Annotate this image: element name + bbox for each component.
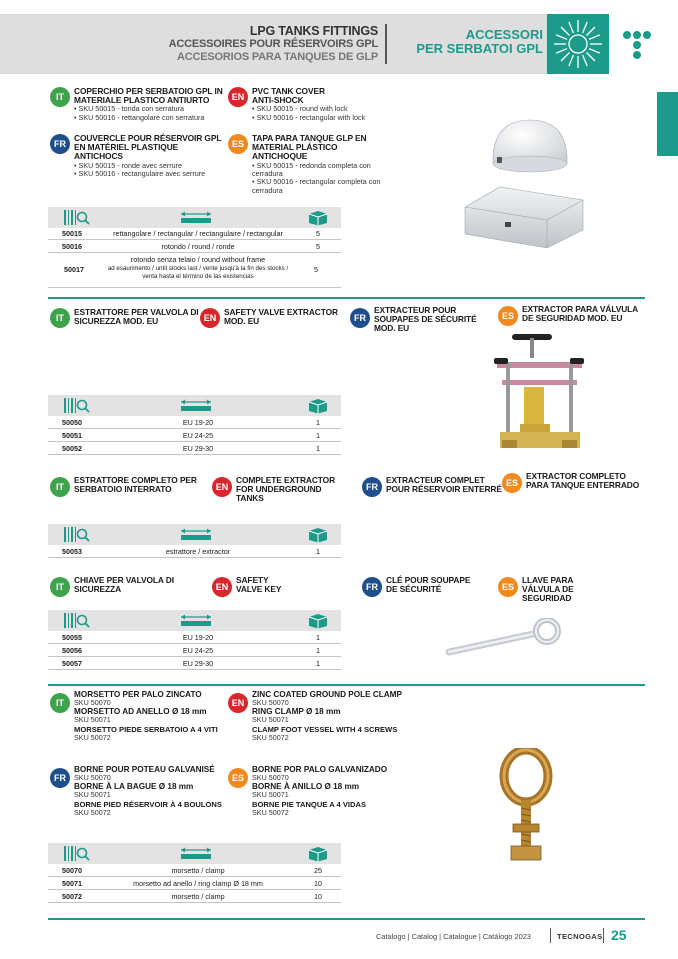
table-row — [48, 417, 341, 429]
footer-separator — [603, 928, 604, 943]
s2-table-header — [48, 395, 341, 416]
s5-it-t1: MORSETTO PER PALO ZINCATO — [74, 690, 202, 699]
sku-cell: 50055 — [62, 633, 82, 642]
package-box-icon — [308, 613, 328, 634]
s3-table-header — [48, 524, 341, 545]
lang-badge-it: IT — [50, 693, 70, 713]
ring-clamp-image — [495, 748, 557, 866]
desc-cell: rotondo / round / ronde — [161, 242, 235, 251]
s5-en-block — [252, 690, 402, 742]
lang-badge-es: ES — [498, 577, 518, 597]
s5-en-s1: SKU 50070 — [252, 698, 289, 707]
s4-es-title: LLAVE PARA VÁLVULA DE SEGURIDAD — [522, 575, 574, 604]
header-accent-line-1: ACCESSORI — [465, 27, 543, 42]
side-tab — [657, 92, 678, 156]
lang-badge-fr: FR — [362, 577, 382, 597]
s5-fr-s2: SKU 50071 — [74, 790, 111, 800]
s1-table-header — [48, 207, 341, 228]
desc-cell: morsetto ad anello / ring clamp Ø 18 mm — [133, 879, 263, 888]
s5-it-block — [74, 690, 224, 742]
s5-it-s1: SKU 50070 — [74, 698, 111, 707]
s5-fr-t2: BORNE À LA BAGUE Ø 18 mm — [74, 782, 194, 792]
row3-desc-line-1: rotondo senza telaio / round without frame — [130, 255, 266, 264]
s5-fr-s3: SKU 50072 — [74, 807, 111, 817]
qty-cell: 1 — [316, 431, 320, 440]
s1-fr-title: COUVERCLE POUR RÉSERVOIR GPL EN MATÉRIEL PLASTIQUE ANTICHOCS — [74, 133, 222, 162]
package-box-icon — [308, 846, 328, 867]
footer-brand: TECNOGAS — [557, 932, 603, 941]
header-title-fr: ACCESSOIRES POUR RÉSERVOIRS GPL — [168, 38, 378, 50]
s1-es-block — [252, 134, 392, 195]
qty-cell: 1 — [316, 633, 320, 642]
page-number: 25 — [611, 927, 627, 943]
s5-en-t3: CLAMP FOOT VESSEL WITH 4 SCREWS — [252, 724, 398, 734]
lang-badge-es: ES — [228, 134, 248, 154]
desc-cell: estrattore / extractor — [165, 547, 231, 556]
header-divider — [385, 24, 387, 64]
s3-en-title: COMPLETE EXTRACTOR FOR UNDERGROUND TANKS — [236, 475, 336, 504]
sku-cell: 50072 — [62, 892, 82, 901]
desc-cell: EU 29-30 — [182, 444, 214, 453]
s1-it-line-1: • SKU 50015 - tonda con serratura — [74, 104, 184, 114]
header-title-es: ACCESORIOS PARA TANQUES DE GLP — [177, 51, 378, 63]
table-row — [48, 546, 341, 558]
valve-key-image — [445, 618, 563, 660]
table-row — [48, 443, 341, 455]
s5-it-t3: MORSETTO PIEDE SERBATOIO A 4 VITI — [74, 724, 218, 734]
measure-ruler-icon — [180, 398, 212, 418]
s5-it-s3: SKU 50072 — [74, 732, 111, 742]
sku-cell: 50050 — [62, 418, 82, 427]
sku-cell: 50015 — [62, 229, 82, 238]
s5-table-header — [48, 843, 341, 864]
table-row — [48, 865, 341, 877]
s5-it-s2: SKU 50071 — [74, 715, 111, 725]
footer-divider — [48, 918, 645, 920]
s2-es-title: EXTRACTOR PARA VÁLVULA DE SEGURIDAD MOD. EU — [522, 304, 638, 324]
lang-badge-it: IT — [50, 477, 70, 497]
measure-ruler-icon — [180, 846, 212, 866]
lang-badge-en: EN — [212, 577, 232, 597]
qty-cell: 5 — [316, 229, 320, 238]
lang-badge-it: IT — [50, 577, 70, 597]
footer-catalog-text: Catalogo | Catalog | Catalogue | Catálogo 2023 — [376, 932, 531, 941]
s1-en-line-1: • SKU 50015 - round with lock — [252, 104, 348, 114]
s1-es-line-1: • SKU 50015 - redonda completa con cerradura — [252, 160, 371, 179]
table-row — [48, 658, 341, 670]
s5-fr-s1: SKU 50070 — [74, 773, 111, 782]
lang-badge-fr: FR — [50, 134, 70, 154]
s1-en-block — [252, 87, 392, 122]
s1-it-block — [74, 87, 224, 122]
s5-es-s1: SKU 50070 — [252, 773, 289, 782]
header-accent-title — [416, 28, 543, 56]
barcode-search-icon — [64, 613, 90, 633]
s1-en-title: PVC TANK COVER ANTI-SHOCK — [252, 86, 325, 106]
desc-cell: EU 29-30 — [182, 659, 214, 668]
table-row — [48, 241, 341, 253]
desc-cell: EU 19-20 — [182, 633, 214, 642]
s3-it-title: ESTRATTORE COMPLETO PER SERBATOIO INTERRATO — [74, 475, 197, 495]
s4-fr-title: CLÉ POUR SOUPAPE DE SÉCURITÉ — [386, 575, 471, 595]
s5-fr-t3: BORNE PIED RÉSERVOIR À 4 BOULONS — [74, 799, 222, 809]
qty-cell: 1 — [316, 547, 320, 556]
s1-fr-line-2: • SKU 50016 - rectangulaire avec serrure — [74, 169, 206, 179]
qty-cell: 25 — [314, 866, 322, 875]
s3-es-title: EXTRACTOR COMPLETO PARA TANQUE ENTERRADO — [526, 471, 640, 491]
package-box-icon — [308, 398, 328, 419]
s2-en-title: SAFETY VALVE EXTRACTOR MOD. EU — [224, 307, 338, 327]
lang-badge-fr: FR — [362, 477, 382, 497]
s5-es-s2: SKU 50071 — [252, 790, 289, 800]
header-accent-line-2: PER SERBATOI GPL — [416, 41, 543, 56]
qty-cell: 10 — [314, 892, 322, 901]
sku-cell: 50071 — [62, 879, 82, 888]
header-title-en: LPG TANKS FITTINGS — [249, 24, 378, 38]
lang-badge-fr: FR — [50, 768, 70, 788]
qty-cell: 1 — [316, 418, 320, 427]
table-row — [48, 430, 341, 442]
s1-it-line-2: • SKU 50016 - rettangolare con serratura — [74, 112, 205, 122]
s5-en-t2: RING CLAMP Ø 18 mm — [252, 707, 341, 717]
barcode-search-icon — [64, 210, 90, 230]
table-row — [48, 632, 341, 644]
measure-ruler-icon — [180, 613, 212, 633]
s5-fr-t1: BORNE POUR POTEAU GALVANISÉ — [74, 765, 215, 774]
s1-fr-block — [74, 134, 224, 178]
s1-es-line-2: • SKU 50016 - rectangular completa con cerradura — [252, 177, 381, 195]
row3-desc-line-2: ad esaurimento / until stocks last / vente jusqu'à la fin des stocks / — [107, 264, 289, 272]
desc-cell — [98, 256, 298, 281]
sku-cell: 50057 — [62, 659, 82, 668]
desc-cell: morsetto / clamp — [171, 866, 225, 875]
table-row — [48, 254, 341, 288]
table-row — [48, 878, 341, 890]
s5-en-s3: SKU 50072 — [252, 732, 289, 742]
row3-desc-line-3: venta hasta el término de las existencias — [142, 272, 254, 280]
table-row — [48, 645, 341, 657]
qty-cell: 5 — [314, 265, 318, 274]
desc-cell: EU 24-25 — [182, 431, 214, 440]
lang-badge-fr: FR — [350, 308, 370, 328]
barcode-search-icon — [64, 398, 90, 418]
s4-table-header — [48, 610, 341, 631]
s1-fr-line-1: • SKU 50015 - ronde avec serrure — [74, 160, 182, 170]
tecnogas-logo-icon — [609, 14, 678, 74]
footer-separator — [550, 928, 551, 943]
lang-badge-en: EN — [228, 693, 248, 713]
lang-badge-it: IT — [50, 308, 70, 328]
s4-it-title: CHIAVE PER VALVOLA DI SICUREZZA — [74, 575, 174, 595]
s5-es-t2: BORNE À ANILLO Ø 18 mm — [252, 782, 360, 792]
measure-ruler-icon — [180, 210, 212, 230]
sku-cell: 50016 — [62, 242, 82, 251]
s5-es-t1: BORNE POR PALO GALVANIZADO — [252, 765, 388, 774]
s1-en-line-2: • SKU 50016 - rectangular with lock — [252, 112, 366, 122]
s2-it-title: ESTRATTORE PER VALVOLA DI SICUREZZA MOD. EU — [74, 307, 199, 327]
desc-cell: EU 24-25 — [182, 646, 214, 655]
lang-badge-en: EN — [228, 87, 248, 107]
sku-cell: 50056 — [62, 646, 82, 655]
measure-ruler-icon — [180, 527, 212, 547]
barcode-search-icon — [64, 846, 90, 866]
package-box-icon — [308, 527, 328, 548]
qty-cell: 1 — [316, 444, 320, 453]
sku-cell: 50017 — [64, 265, 84, 274]
qty-cell: 1 — [316, 659, 320, 668]
s3-fr-title: EXTRACTEUR COMPLET POUR RÉSERVOIR ENTERRÉ — [386, 475, 502, 495]
sku-cell: 50051 — [62, 431, 82, 440]
s5-es-block — [252, 765, 402, 817]
table-row — [48, 228, 341, 240]
s2-fr-title: EXTRACTEUR POUR SOUPAPES DE SÉCURITÉ MOD. EU — [374, 305, 477, 334]
lang-badge-it: IT — [50, 87, 70, 107]
s5-en-s2: SKU 50071 — [252, 715, 289, 725]
desc-cell: rettangolare / rectangular / rectangulaire / rectangular — [113, 229, 283, 238]
barcode-search-icon — [64, 527, 90, 547]
s1-it-title: COPERCHIO PER SERBATOIO GPL IN MATERIALE PLASTICO ANTIURTO — [74, 86, 223, 106]
sku-cell: 50052 — [62, 444, 82, 453]
s4-en-title: SAFETY VALVE KEY — [236, 575, 282, 595]
lang-badge-es: ES — [502, 473, 522, 493]
lang-badge-es: ES — [228, 768, 248, 788]
lang-badge-es: ES — [498, 306, 518, 326]
s5-es-t3: BORNE PIE TANQUE A 4 VIDAS — [252, 799, 367, 809]
table-row — [48, 891, 341, 903]
section-divider — [48, 297, 645, 299]
s5-it-t2: MORSETTO AD ANELLO Ø 18 mm — [74, 707, 207, 717]
tank-cover-image — [455, 112, 590, 252]
s1-es-title: TAPA PARA TANQUE GLP EN MATERIAL PLÁSTICO ANTICHOQUE — [252, 133, 367, 162]
valve-extractor-image — [492, 332, 587, 452]
s5-en-t1: ZINC COATED GROUND POLE CLAMP — [252, 690, 402, 699]
qty-cell: 1 — [316, 646, 320, 655]
qty-cell: 5 — [316, 242, 320, 251]
sku-cell: 50070 — [62, 866, 82, 875]
lang-badge-en: EN — [200, 308, 220, 328]
desc-cell: morsetto / clamp — [171, 892, 225, 901]
starburst-icon — [547, 14, 609, 74]
sku-cell: 50053 — [62, 547, 82, 556]
s5-es-s3: SKU 50072 — [252, 807, 289, 817]
section-divider — [48, 684, 645, 686]
qty-cell: 10 — [314, 879, 322, 888]
desc-cell: EU 19-20 — [182, 418, 214, 427]
s5-fr-block — [74, 765, 224, 817]
lang-badge-en: EN — [212, 477, 232, 497]
